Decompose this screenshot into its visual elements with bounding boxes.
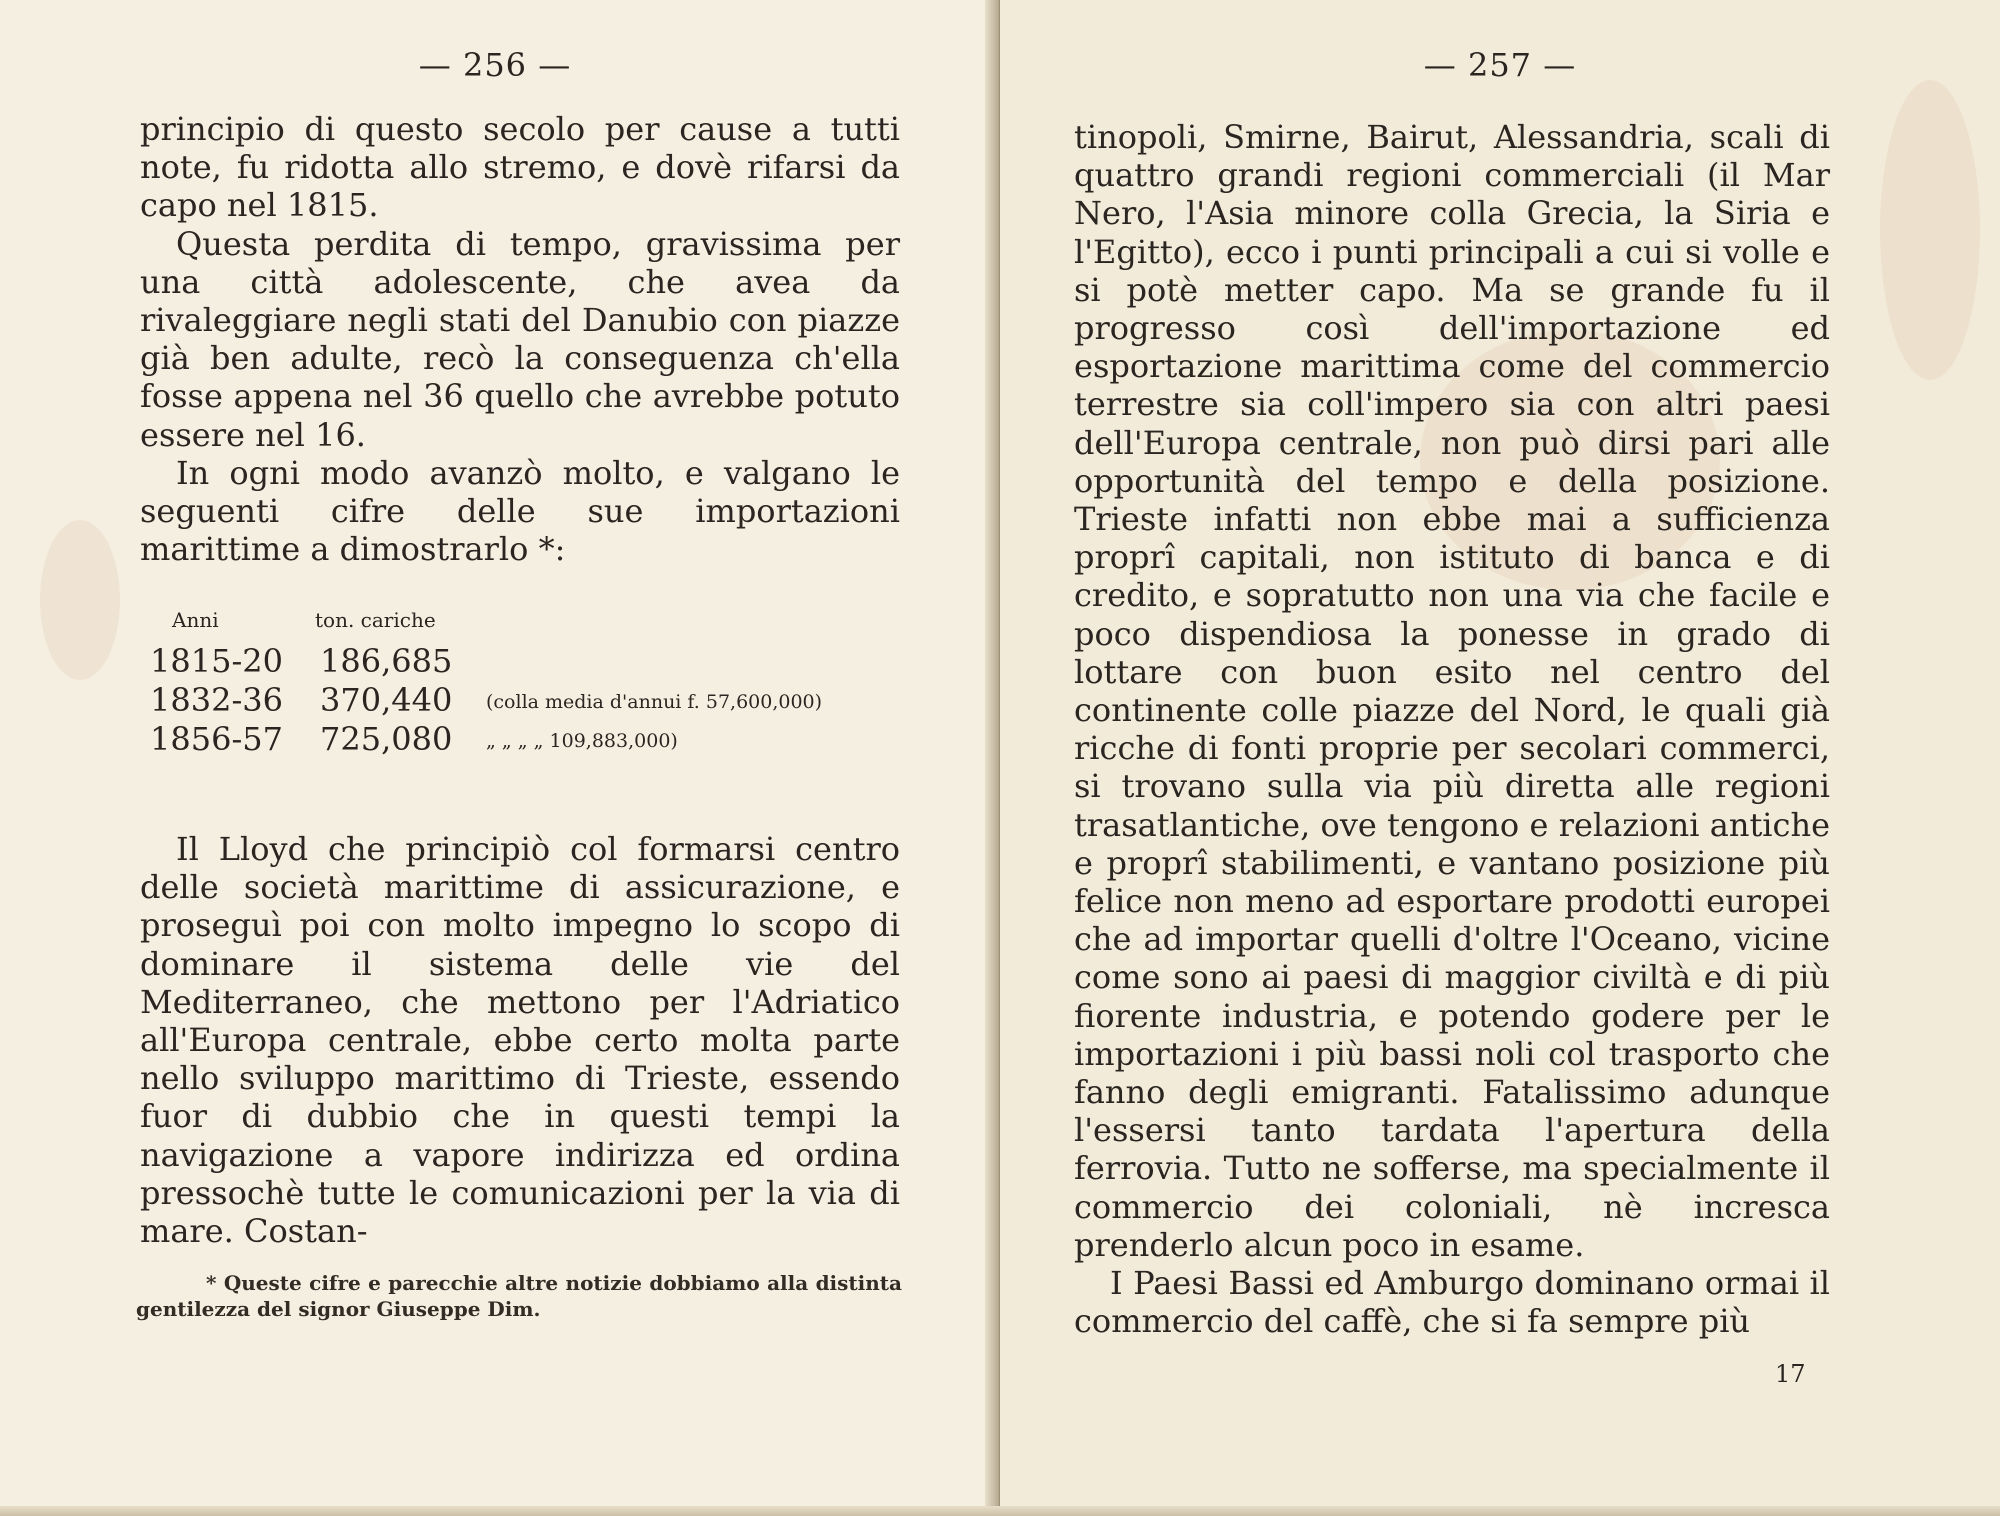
page-header-257: — 257 — [1423, 46, 1577, 84]
table-cell-year: 1832-36 [150, 681, 283, 719]
footnote-text: * Queste cifre e parecchie altre notizie dobbiamo alla distinta gentilezza del signor Giuseppe Dim. [136, 1271, 902, 1321]
page-header-256: — 256 — [418, 46, 572, 84]
right-page [1000, 0, 2000, 1516]
signature-mark: 17 [1775, 1360, 1806, 1388]
left-page [0, 0, 990, 1516]
paragraph: Il Lloyd che principiò col formarsi centro delle società marittime di assicurazione, e proseguì poi con molto impegno lo scopo di dominare il sistema delle vie del Mediterraneo, che mettono per l'Adriatico all'Europa centrale, ebbe certo molta parte nello sviluppo marittimo di Trieste, essendo fuor di dubbio che in questi tempi la navigazione a vapore indirizza ed ordina pressochè tutte le comunicazioni per la via di mare. Costan- [140, 830, 900, 1251]
paragraph: I Paesi Bassi ed Amburgo dominano ormai il commercio del caffè, che si fa sempre più [1074, 1264, 1830, 1341]
table-cell-year: 1815-20 [150, 642, 283, 680]
table-row [140, 681, 910, 720]
left-text-bottom [140, 830, 900, 1250]
table-cell-value: 186,685 [320, 642, 453, 680]
paragraph: tinopoli, Smirne, Bairut, Alessandria, scali di quattro grandi regioni commerciali (il Mar Nero, l'Asia minore colla Grecia, la Siria e l'Egitto), ecco i punti principali a cui si volle e si potè metter capo. Ma se grande fu il progresso così dell'importazione ed esportazione marittima come del commercio terrestre sia coll'impero sia con altri paesi dell'Europa centrale, non può dirsi pari alle opportunità del tempo e della posizione. Trieste infatti non ebbe mai a sufficienza proprî capitali, non istituto di banca e di credito, e sopratutto non una via che facile e poco dispendiosa la ponesse in grado di lottare con buon esito nel centro del continente colle piazze del Nord, le quali già ricche di fonti proprie per secolari commerci, si trovano sulla via più diretta alle regioni trasatlantiche, ove tengono e relazioni antiche e proprî stabilimenti, e vantano posizione più felice non meno ad esportare prodotti europei che ad importar quelli d'oltre l'Oceano, vicine come sono ai paesi di maggior civiltà e di più fiorente industria, e potendo godere per le importazioni i più bassi noli col trasporto che fanno degli emigranti. Fatalissimo adunque l'essersi tanto tardata l'apertura della ferrovia. Tutto ne sofferse, ma specialmente il commercio dei coloniali, nè incresca prenderlo alcun poco in esame. [1074, 118, 1830, 1264]
footnote [136, 1270, 902, 1322]
right-text [1074, 118, 1830, 1341]
table-cell-note: (colla media d'annui f. 57,600,000) [486, 691, 823, 713]
tonnage-table [140, 608, 910, 759]
paper-stain [1880, 80, 1980, 380]
table-row [140, 720, 910, 759]
table-header [140, 608, 910, 642]
page-bottom-edge [0, 1506, 2000, 1516]
table-cell-value: 725,080 [320, 720, 453, 758]
paper-stain [40, 520, 120, 680]
paragraph: Questa perdita di tempo, gravissima per una città adolescente, che avea da rivaleggiare negli stati del Danubio con piazze già ben adulte, recò la conseguenza ch'ella fosse appena nel 36 quello che avrebbe potuto essere nel 16. [140, 224, 900, 454]
paragraph: In ogni modo avanzò molto, e valgano le seguenti cifre delle sue importazioni marittime a dimostrarlo *: [140, 453, 900, 569]
table-header-tons: ton. cariche [315, 608, 436, 632]
table-cell-note: „ „ „ „ 109,883,000) [486, 730, 678, 752]
table-cell-value: 370,440 [320, 681, 453, 719]
paragraph: principio di questo secolo per cause a tutti note, fu ridotta allo stremo, e dovè rifarsi da capo nel 1815. [140, 110, 900, 225]
table-row [140, 642, 910, 681]
left-text-top [140, 110, 900, 568]
table-cell-year: 1856-57 [150, 720, 283, 758]
table-header-years: Anni [172, 608, 219, 632]
